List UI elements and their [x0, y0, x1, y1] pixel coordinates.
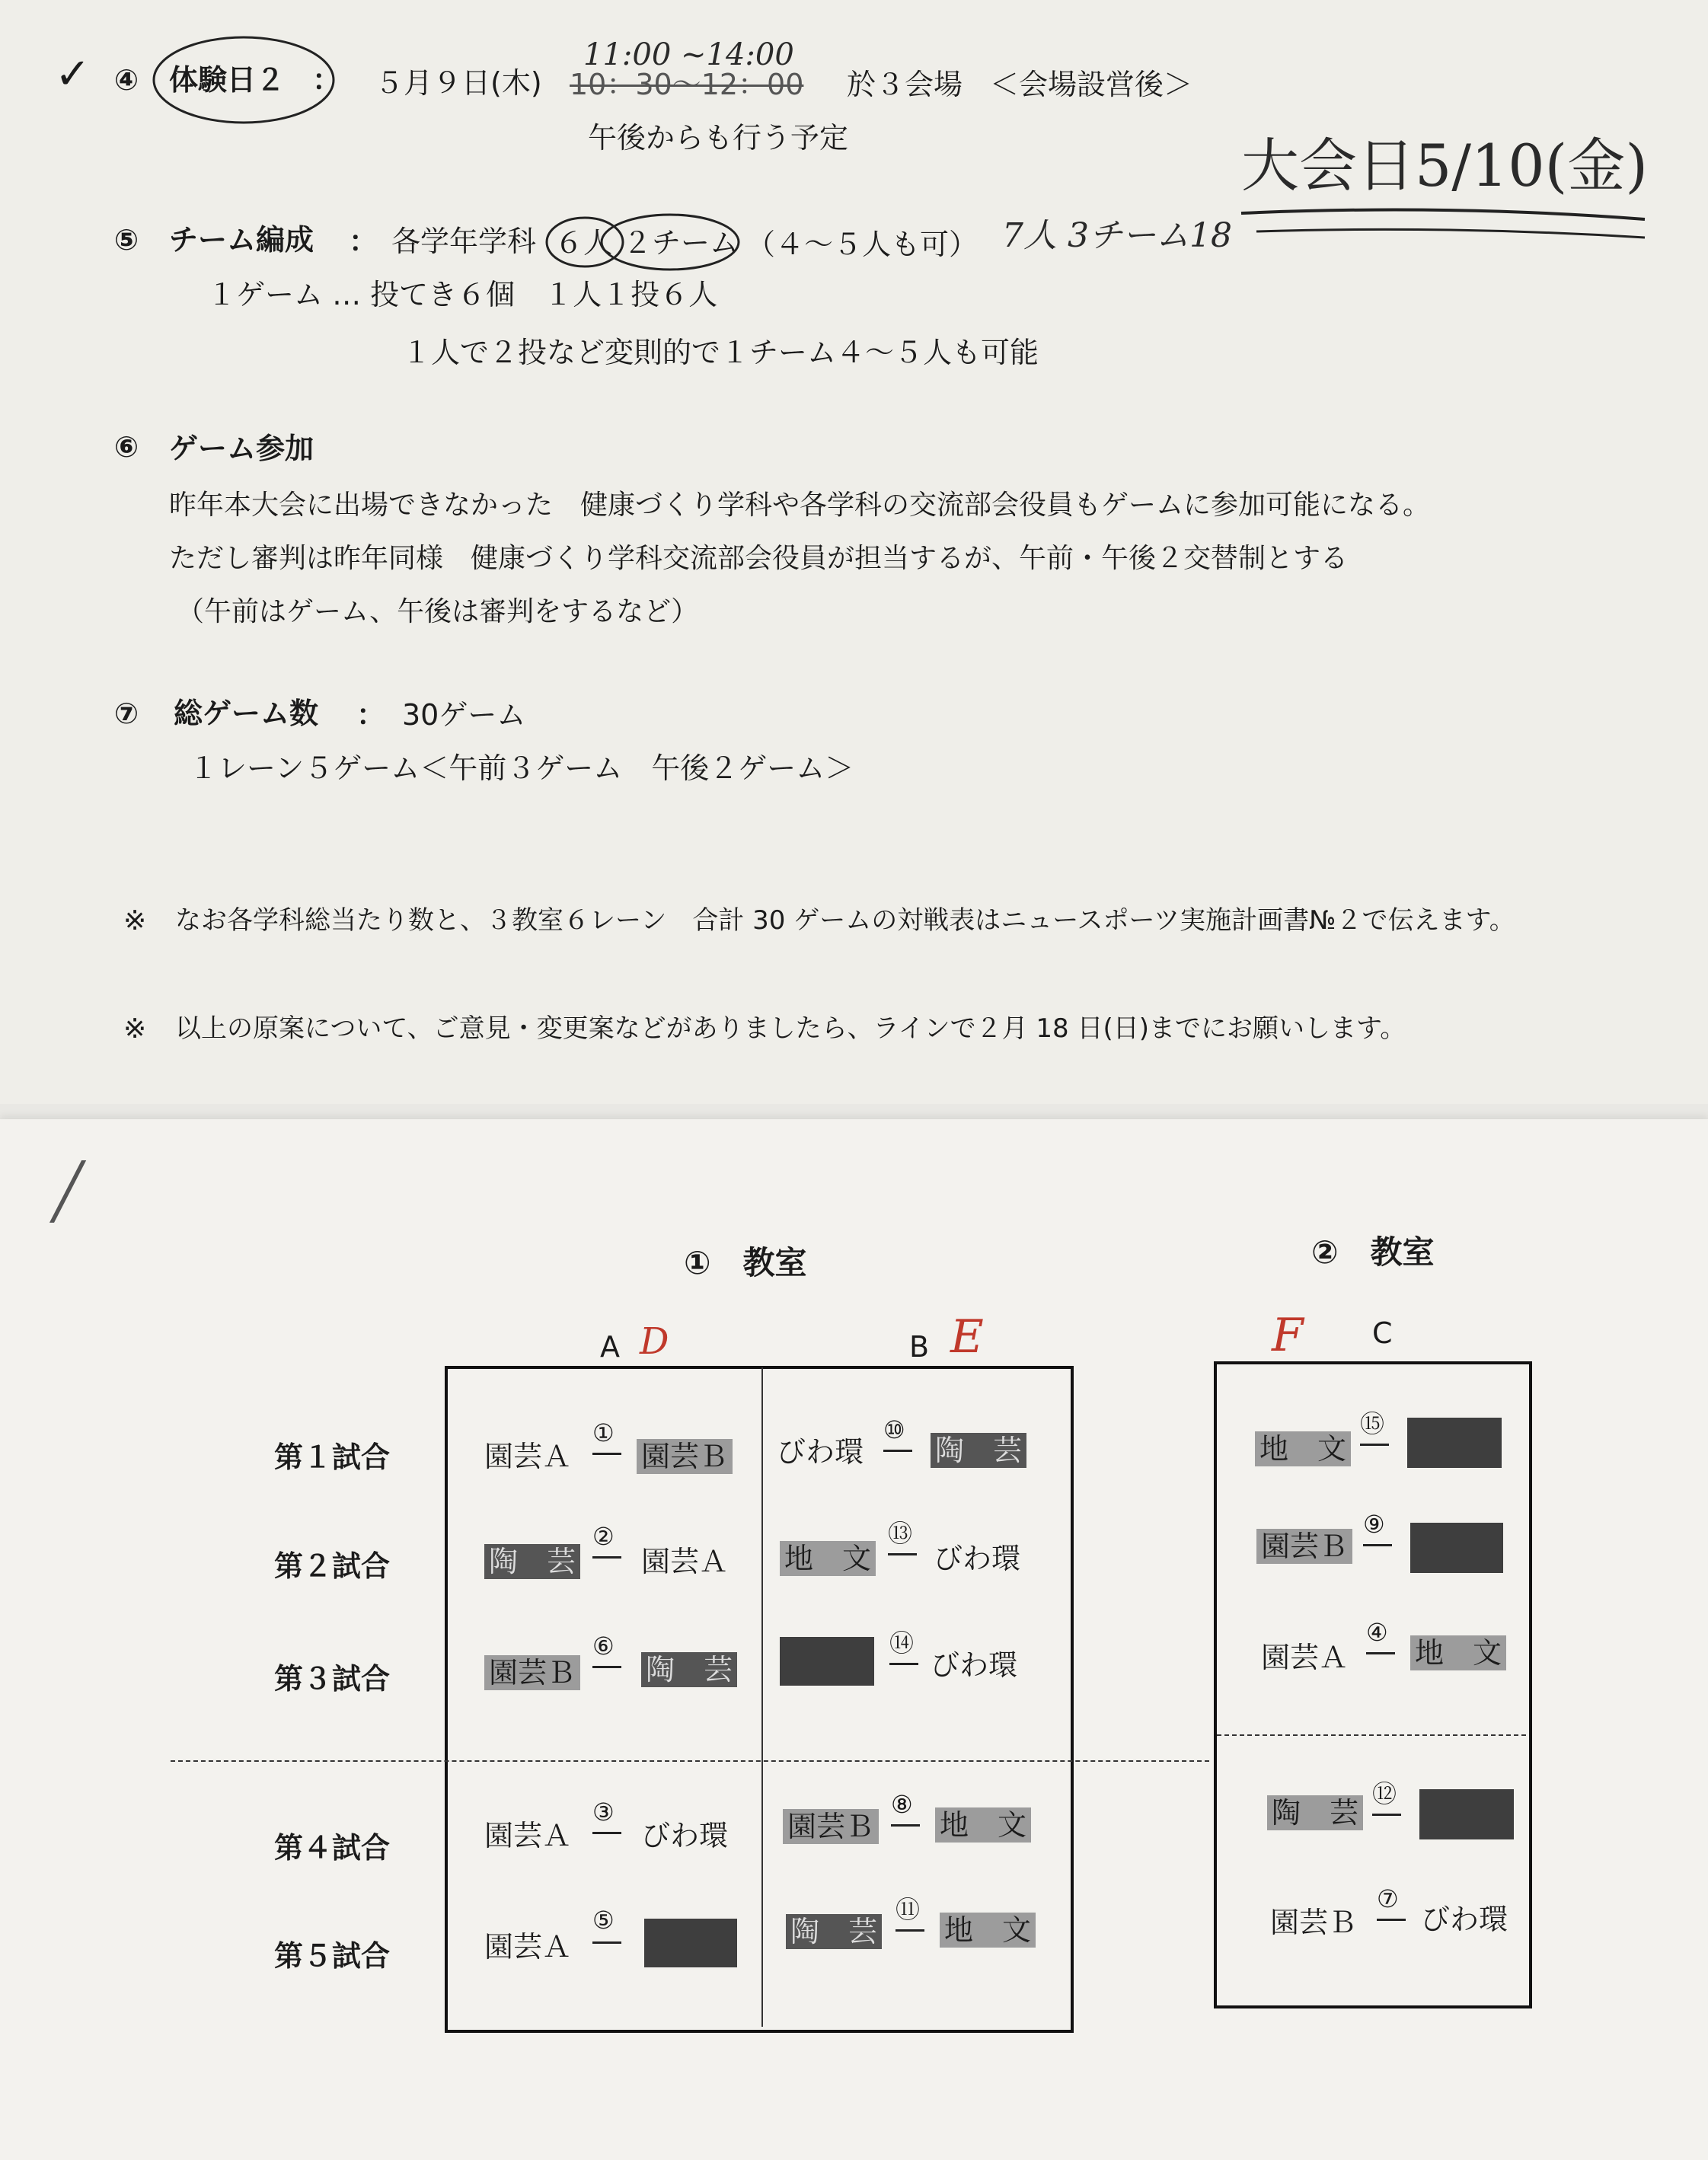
match-number: ③ [592, 1798, 615, 1827]
item5-number: ⑤ [114, 223, 139, 257]
team-name: びわ環 [777, 1435, 864, 1469]
match-number: ⑧ [891, 1790, 913, 1819]
am-pm-separator [1217, 1734, 1526, 1736]
round-label: 第２試合 [274, 1549, 391, 1583]
match-number: ④ [1366, 1618, 1388, 1647]
item4-venue-note: ＜会場設営後＞ [990, 68, 1193, 101]
team-name: 園芸Ａ [1261, 1641, 1349, 1674]
item5-circled-b: ２チーム [623, 226, 739, 260]
match-line [592, 1666, 621, 1668]
item7-value: 30ゲーム [402, 698, 526, 732]
team-name: 園芸Ｂ [783, 1809, 879, 1844]
team-name: 地 文 [940, 1913, 1036, 1948]
match-number: ⑭ [889, 1629, 915, 1657]
match-line [1360, 1444, 1389, 1446]
am-pm-separator [171, 1760, 1209, 1762]
item5-body-suffix: （４～５人も可） [746, 228, 979, 261]
item4-time-struck: 10：30～12：00 [570, 68, 804, 101]
staple-icon: ╱ [52, 1160, 85, 1223]
redaction-box [644, 1919, 737, 1967]
item5-line3: １人で２投など変則的で１チーム４～５人も可能 [402, 336, 1039, 369]
team-name: 園芸Ａ [484, 1930, 572, 1964]
team-name: 陶 芸 [786, 1914, 882, 1949]
note2-mark: ※ [123, 1013, 147, 1045]
item6-line3: （午前はゲーム、午後は審判をするなど） [177, 596, 699, 627]
match-line [889, 1663, 918, 1665]
team-name: びわ環 [934, 1542, 1021, 1575]
team-name: 園芸Ｂ [484, 1655, 580, 1690]
match-number: ⑤ [592, 1906, 615, 1935]
lane-a-label: A [600, 1330, 620, 1364]
lane-divider [761, 1367, 763, 2027]
match-line [592, 1453, 621, 1455]
team-name: 園芸Ｂ [1256, 1529, 1352, 1564]
item7-line2: １レーン５ゲーム＜午前３ゲーム 午後２ゲーム＞ [189, 751, 854, 785]
match-line [896, 1929, 924, 1932]
team-name: 陶 芸 [931, 1433, 1026, 1468]
match-line [891, 1824, 920, 1827]
item5-line2: １ゲーム … 投てき６個 １人１投６人 [207, 278, 718, 311]
bottom-sheet [0, 1119, 1708, 2160]
lane-c-label: C [1372, 1316, 1393, 1350]
match-line [883, 1450, 912, 1452]
match-number: ⑨ [1363, 1510, 1385, 1539]
team-name: 地 文 [935, 1807, 1031, 1843]
match-line [1366, 1652, 1395, 1654]
check-mark-icon: ✓ [55, 49, 91, 99]
team-name: びわ環 [931, 1648, 1018, 1682]
match-number: ① [592, 1418, 615, 1447]
team-name: 地 文 [1255, 1431, 1351, 1466]
item4-number: ④ [114, 63, 139, 97]
handwritten-event-date: 大会日5/10(金) [1241, 132, 1648, 199]
round-label: 第４試合 [274, 1831, 391, 1865]
round-label: 第５試合 [274, 1939, 391, 1973]
item7-number: ⑦ [114, 697, 139, 730]
redaction-box [1419, 1789, 1514, 1839]
item4-title: 体験日２ [169, 63, 286, 97]
team-name: 園芸Ａ [484, 1440, 572, 1473]
item4-note: 午後からも行う予定 [588, 121, 849, 155]
team-name: 陶 芸 [1267, 1795, 1363, 1830]
match-number: ⑥ [592, 1632, 615, 1661]
item5-body-prefix: 各学年学科 [391, 225, 537, 258]
note2-text: 以上の原案について、ご意見・変更案などがありましたら、ラインで２月 18 日(日)までにお願いします。 [175, 1013, 1406, 1044]
match-line [1372, 1814, 1401, 1816]
lane-b-handwritten: E [950, 1310, 984, 1364]
round-label: 第１試合 [274, 1441, 391, 1474]
match-number: ⑬ [888, 1519, 913, 1548]
match-line [592, 1556, 621, 1559]
match-number: ⑩ [883, 1415, 905, 1444]
note1-text: なお各学科総当たり数と、３教室６レーン 合計 30 ゲームの対戦表はニュースポーツ実施計画書№２で伝えます。 [175, 905, 1515, 936]
item5-circled-a: ６人 [554, 226, 613, 260]
item7-colon: ： [356, 698, 386, 732]
item4-time-handwritten: 11:00 ~14:00 [583, 37, 794, 72]
redaction-box [1407, 1418, 1502, 1468]
item6-line2: ただし審判は昨年同様 健康づくり学科交流部会役員が担当するが、午前・午後２交替制とする [169, 543, 1349, 574]
team-name: びわ環 [641, 1819, 729, 1852]
team-name: 地 文 [780, 1541, 876, 1576]
team-name: 地 文 [1410, 1635, 1506, 1670]
match-number: ⑪ [896, 1895, 921, 1924]
item4-date: ５月９日(木) [375, 66, 542, 100]
room2-title: ② 教室 [1311, 1233, 1435, 1271]
note1-mark: ※ [123, 905, 147, 936]
match-number: ⑦ [1377, 1884, 1399, 1913]
team-name: 陶 芸 [484, 1544, 580, 1579]
team-name: 園芸Ａ [641, 1545, 729, 1578]
item6-number: ⑥ [114, 430, 139, 464]
team-name: 園芸Ａ [484, 1819, 572, 1852]
team-name: びわ環 [1421, 1903, 1508, 1936]
room1-title: ① 教室 [684, 1244, 807, 1281]
item5-handwritten: 7人 3チーム18 [1002, 216, 1232, 255]
team-name: 園芸Ｂ [637, 1439, 733, 1474]
item6-line1: 昨年本大会に出場できなかった 健康づくり学科や各学科の交流部会役員もゲームに参加可能になる。 [169, 490, 1431, 521]
match-line [1377, 1919, 1406, 1921]
match-line [592, 1941, 621, 1944]
team-name: 陶 芸 [641, 1652, 737, 1687]
team-name: 園芸Ｂ [1270, 1906, 1358, 1939]
match-line [1363, 1544, 1392, 1546]
item4-colon: ： [312, 63, 342, 97]
lane-a-handwritten: D [640, 1320, 669, 1363]
redaction-box [1410, 1523, 1503, 1573]
match-number: ⑫ [1372, 1779, 1397, 1808]
match-number: ② [592, 1522, 615, 1551]
match-number: ⑮ [1360, 1409, 1385, 1438]
item6-title: ゲーム参加 [169, 432, 314, 465]
match-line [592, 1832, 621, 1834]
lane-b-label: B [909, 1330, 930, 1364]
item5-colon: ： [349, 225, 378, 258]
lane-c-handwritten: F [1272, 1309, 1304, 1362]
redaction-box [780, 1637, 874, 1686]
item7-title: 総ゲーム数 [174, 697, 319, 730]
round-label: 第３試合 [274, 1662, 391, 1696]
item5-title: チーム編成 [169, 223, 314, 257]
match-line [888, 1553, 917, 1555]
item4-venue: 於３会場 [847, 68, 963, 101]
